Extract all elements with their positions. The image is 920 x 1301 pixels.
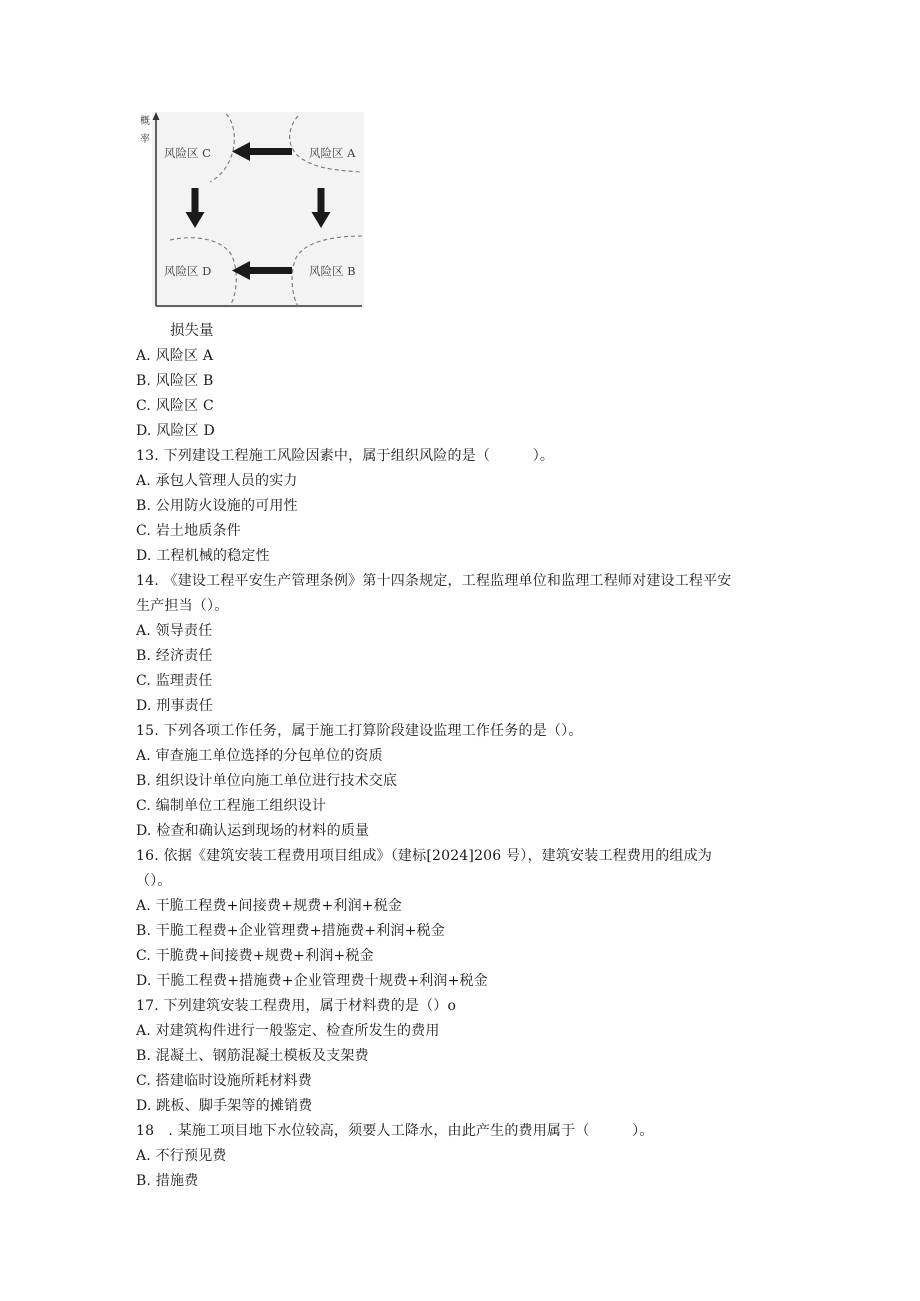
option-line: C. 风险区 C [136,398,214,414]
option-line: C. 搭建临时设施所耗材料费 [136,1073,312,1089]
question-line: 18 . 某施工项目地下水位较高，须要人工降水，由此产生的费用属于（ ）。 [136,1123,654,1139]
x-axis-caption: 损失量 [170,323,214,339]
option-line: A. 承包人管理人员的实力 [136,473,298,489]
option-line: A. 对建筑构件进行一般鉴定、检查所发生的费用 [136,1023,440,1039]
option-line: C. 监理责任 [136,673,213,689]
option-line: B. 干脆工程费+企业管理费+措施费+利润+税金 [136,923,445,939]
option-line: D. 跳板、脚手架等的摊销费 [136,1098,313,1114]
option-line: B. 措施费 [136,1173,199,1189]
option-line: A. 不行预见费 [136,1148,227,1164]
option-line: A. 领导责任 [136,623,213,639]
option-line: D. 刑事责任 [136,698,214,714]
diagram-background [152,112,364,308]
option-line: D. 检查和确认运到现场的材料的质量 [136,823,370,839]
option-line: A. 审查施工单位选择的分包单位的资质 [136,748,383,764]
option-line: B. 经济责任 [136,648,213,664]
zone-d-label: 风险区 D [164,264,212,278]
option-line: B. 公用防火设施的可用性 [136,498,298,514]
option-line: D. 风险区 D [136,423,215,439]
question-line: 16. 依据《建筑安装工程费用项目组成》（建标[2024]206 号），建筑安装工程费用的组成为 [136,848,713,864]
option-line: A. 干脆工程费+间接费+规费+利润+税金 [136,898,403,914]
risk-zone-diagram [136,108,368,314]
zone-a-label: 风险区 A [309,146,356,160]
risk-zone-svg [136,108,368,314]
option-line: （）。 [136,873,172,889]
zone-b-label: 风险区 B [309,264,356,278]
option-line: B. 混凝土、钢筋混凝土模板及支架费 [136,1048,369,1064]
question-line: 13. 下列建设工程施工风险因素中，属于组织风险的是（ ）。 [136,448,555,464]
option-line: B. 风险区 B [136,373,214,389]
option-line: C. 岩土地质条件 [136,523,241,539]
option-line: B. 组织设计单位向施工单位进行技术交底 [136,773,398,789]
option-line: C. 编制单位工程施工组织设计 [136,798,327,814]
y-axis-label: 概率 [140,116,150,145]
zone-c-label: 风险区 C [164,146,211,160]
question-line: 17. 下列建筑安装工程费用，属于材料费的是（）o [136,998,457,1014]
option-line: D. 干脆工程费+措施费+企业管理费十规费+利润+税金 [136,973,488,989]
option-line: C. 干脆费+间接费+规费+利润+税金 [136,948,374,964]
question-list [136,344,796,1194]
option-line: A. 风险区 A [136,348,214,364]
option-line: D. 工程机械的稳定性 [136,548,270,564]
question-line: 15. 下列各项工作任务，属于施工打算阶段建设监理工作任务的是（）。 [136,723,583,739]
option-line: 生产担当（）。 [136,598,229,614]
question-line: 14. 《建设工程平安生产管理条例》第十四条规定，工程监理单位和监理工程师对建设工程平安 [136,573,732,589]
